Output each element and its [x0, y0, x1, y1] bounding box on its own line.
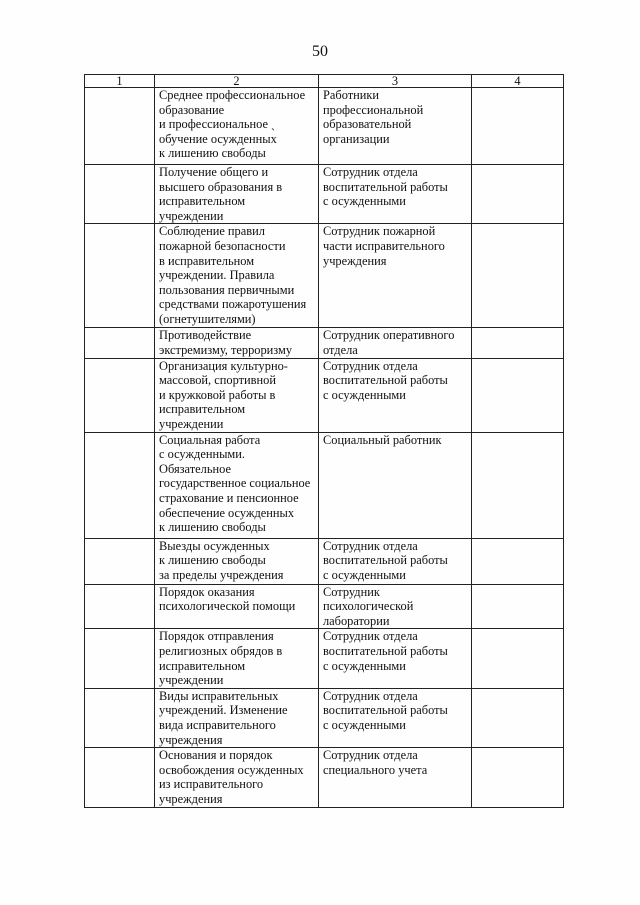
table-cell-number: [85, 688, 155, 747]
table-cell-topic: Социальная работа с осужденными. Обязательное государственное социальное страхование и пенсионное обеспечение осужденных к лишению свободы: [155, 432, 319, 538]
table-cell-topic: Противодействие экстремизму, терроризму: [155, 328, 319, 358]
document-table: [84, 74, 564, 808]
table-cell-responsible: Сотрудник психологической лаборатории: [319, 584, 472, 629]
table-cell-note: [472, 584, 564, 629]
table-cell-topic: Виды исправительных учреждений. Изменение вида исправительного учреждения: [155, 688, 319, 747]
table-row: [85, 358, 564, 432]
table-cell-note: [472, 748, 564, 808]
table-cell-topic: Получение общего и высшего образования в исправительном учреждении: [155, 165, 319, 224]
table-cell-number: [85, 358, 155, 432]
table-cell-note: [472, 688, 564, 747]
table-cell-note: [472, 538, 564, 584]
table-cell-topic: Среднее профессиональное образование и профессиональное ˎ обучение осужденных к лишению свободы: [155, 88, 319, 165]
table-cell-number: [85, 584, 155, 629]
table-cell-note: [472, 88, 564, 165]
table-cell-number: [85, 538, 155, 584]
table-cell-number: [85, 224, 155, 328]
table-cell-topic: Организация культурно- массовой, спортивной и кружковой работы в исправительном учреждении: [155, 358, 319, 432]
table-cell-responsible: Сотрудник отдела воспитательной работы с осужденными: [319, 165, 472, 224]
table-cell-number: [85, 165, 155, 224]
table-cell-number: [85, 629, 155, 688]
table-cell-topic: Порядок оказания психологической помощи: [155, 584, 319, 629]
table-cell-topic: Соблюдение правил пожарной безопасности в исправительном учреждении. Правила пользования первичными средствами пожаротушения (огнетушителями): [155, 224, 319, 328]
table-cell-topic: Выезды осужденных к лишению свободы за пределы учреждения: [155, 538, 319, 584]
table-cell-responsible: Сотрудник оперативного отдела: [319, 328, 472, 358]
table-row: [85, 165, 564, 224]
column-header-4: 4: [472, 75, 564, 88]
table-cell-note: [472, 328, 564, 358]
table-cell-responsible: Сотрудник отдела воспитательной работы с осужденными: [319, 688, 472, 747]
table-row: [85, 688, 564, 747]
table-cell-note: [472, 165, 564, 224]
table-row: [85, 748, 564, 808]
table-cell-responsible: Сотрудник отдела воспитательной работы с осужденными: [319, 538, 472, 584]
table-cell-responsible: Сотрудник пожарной части исправительного учреждения: [319, 224, 472, 328]
table-row: [85, 224, 564, 328]
table-cell-number: [85, 432, 155, 538]
column-header-2: 2: [155, 75, 319, 88]
table-cell-number: [85, 328, 155, 358]
table-cell-number: [85, 748, 155, 808]
table-cell-number: [85, 88, 155, 165]
table-row: [85, 538, 564, 584]
table-row: [85, 629, 564, 688]
table-row: [85, 584, 564, 629]
page-number: 50: [312, 43, 328, 60]
table-cell-note: [472, 358, 564, 432]
table-row: [85, 328, 564, 358]
table-header-row: [85, 75, 564, 88]
table-cell-responsible: Сотрудник отдела воспитательной работы с осужденными: [319, 358, 472, 432]
table-cell-responsible: Работники профессиональной образовательной организации: [319, 88, 472, 165]
table-row: [85, 432, 564, 538]
table-row: [85, 88, 564, 165]
table-cell-topic: Порядок отправления религиозных обрядов в исправительном учреждении: [155, 629, 319, 688]
table-cell-note: [472, 629, 564, 688]
table-cell-responsible: Сотрудник отдела воспитательной работы с осужденными: [319, 629, 472, 688]
column-header-3: 3: [319, 75, 472, 88]
table-cell-note: [472, 432, 564, 538]
table-cell-topic: Основания и порядок освобождения осужденных из исправительного учреждения: [155, 748, 319, 808]
table-cell-note: [472, 224, 564, 328]
table-cell-responsible: Социальный работник: [319, 432, 472, 538]
column-header-1: 1: [85, 75, 155, 88]
table-cell-responsible: Сотрудник отдела специального учета: [319, 748, 472, 808]
